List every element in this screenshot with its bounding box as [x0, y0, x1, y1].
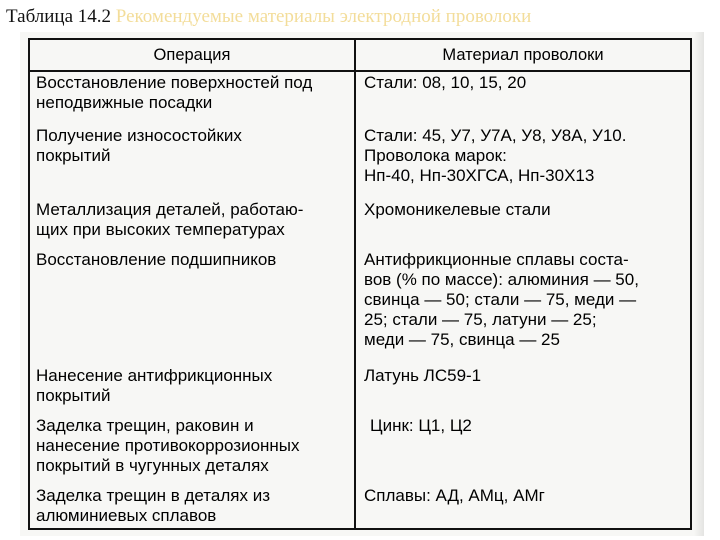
operation-line: Металлизация деталей, работаю- [36, 200, 304, 219]
material-line: Цинк: Ц1, Ц2 [370, 416, 472, 435]
material-line: Стали: 08, 10, 15, 20 [364, 73, 527, 92]
operation-line: покрытий [36, 146, 111, 165]
material-line: Стали: 45, У7, У7А, У8, У8А, У10. [364, 126, 627, 145]
operation-line: Восстановление поверхностей под [36, 73, 313, 92]
material-cell [355, 415, 691, 485]
header-material: Материал проволоки [355, 39, 691, 71]
table-row [29, 125, 691, 199]
header-operation: Операция [29, 39, 355, 71]
material-line: Нп-40, Нп-30ХГСА, Нп-30Х13 [364, 166, 595, 185]
operation-line: Восстановление подшипников [36, 250, 277, 269]
operation-line: алюминиевых сплавов [36, 506, 217, 525]
operation-line: щих при высоких температурах [36, 220, 285, 239]
table-header-row [29, 39, 691, 71]
material-line: Сплавы: АД, АМц, АМг [364, 486, 545, 505]
operation-line: покрытий в чугунных деталях [36, 456, 269, 475]
operation-cell [29, 485, 355, 529]
operation-cell [29, 249, 355, 365]
operation-line: неподвижные посадки [36, 93, 213, 112]
material-line: свинца — 50; стали — 75, меди — [364, 290, 637, 309]
material-line: вов (% по массе): алюминия — 50, [364, 270, 639, 289]
material-cell [355, 199, 691, 249]
materials-table [28, 38, 692, 530]
slide-title-text: Рекомендуемые материалы электродной проволоки [115, 6, 532, 27]
operation-cell [29, 71, 355, 125]
operation-line: нанесение противокоррозионных [36, 436, 300, 455]
material-cell [355, 125, 691, 199]
operation-line: Заделка трещин в деталях из [36, 486, 270, 505]
operation-cell [29, 415, 355, 485]
operation-cell [29, 199, 355, 249]
material-line: 25; стали — 75, латуни — 25; [364, 310, 597, 329]
material-cell [355, 485, 691, 529]
material-line: Проволока марок: [364, 146, 507, 165]
material-cell [355, 249, 691, 365]
material-line: Латунь ЛС59-1 [364, 366, 482, 385]
table-row [29, 365, 691, 415]
table-row [29, 485, 691, 529]
table-row [29, 199, 691, 249]
material-cell [355, 365, 691, 415]
material-line: Хромоникелевые стали [364, 200, 551, 219]
operation-cell [29, 125, 355, 199]
slide-title-number: Таблица 14.2 [6, 6, 112, 27]
operation-line: покрытий [36, 386, 111, 405]
table-row [29, 415, 691, 485]
operation-line: Получение износостойких [36, 126, 242, 145]
operation-line: Нанесение антифрикционных [36, 366, 273, 385]
operation-line: Заделка трещин, раковин и [36, 416, 254, 435]
table-row [29, 249, 691, 365]
slide-title [6, 6, 531, 28]
operation-cell [29, 365, 355, 415]
material-line: Антифрикционные сплавы соста- [364, 250, 629, 269]
table-row [29, 71, 691, 125]
material-cell [355, 71, 691, 125]
material-line: меди — 75, свинца — 25 [364, 330, 560, 349]
scanned-table-image [20, 32, 704, 536]
